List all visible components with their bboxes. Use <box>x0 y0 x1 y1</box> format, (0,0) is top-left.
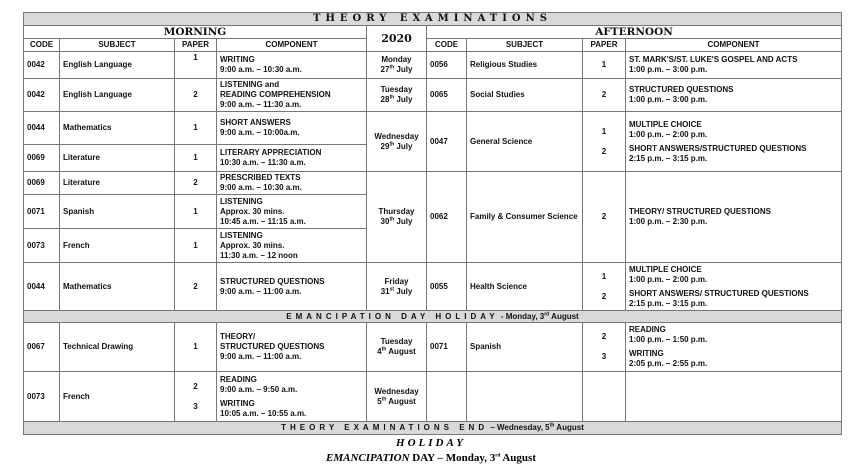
paper-cell: 2 <box>583 79 626 112</box>
subject-cell: Religious Studies <box>467 52 583 79</box>
code-cell: 0062 <box>427 172 467 263</box>
code-cell: 0069 <box>24 145 60 172</box>
code-cell: 0042 <box>24 52 60 79</box>
component-cell: WRITING 9:00 a.m. – 10:30 a.m. <box>217 52 367 79</box>
subject-cell: English Language <box>60 52 175 79</box>
paper-cell: 1 <box>175 112 217 145</box>
paper-cell: 1 <box>175 323 217 372</box>
code-cell: 0065 <box>427 79 467 112</box>
code-cell: 0044 <box>24 112 60 145</box>
code-cell: 0071 <box>24 195 60 229</box>
code-cell: 0047 <box>427 112 467 172</box>
empty-cell <box>467 372 583 422</box>
component-cell: LISTENING and READING COMPREHENSION 9:00 a.m. – 11:30 a.m. <box>217 79 367 112</box>
subject-cell: French <box>60 229 175 263</box>
date-cell: Wednesday 5th August <box>367 372 427 422</box>
table-row <box>24 112 842 145</box>
component-cell: STRUCTURED QUESTIONS 1:00 p.m. – 3:00 p.m. <box>626 79 842 112</box>
paper-cell: 1 <box>175 229 217 263</box>
footer-holiday: HOLIDAY <box>396 437 466 449</box>
afternoon-heading: AFTERNOON <box>427 26 842 39</box>
component-cell: LISTENING Approx. 30 mins. 11:30 a.m. – 12 noon <box>217 229 367 263</box>
header-paper: PAPER <box>175 39 217 52</box>
code-cell: 0055 <box>427 263 467 311</box>
code-cell: 0067 <box>24 323 60 372</box>
subject-cell: Mathematics <box>60 263 175 311</box>
paper-cell: 2 <box>175 172 217 195</box>
subject-cell: Spanish <box>60 195 175 229</box>
date-cell: Friday 31st July <box>367 263 427 311</box>
subject-cell: General Science <box>467 112 583 172</box>
date-cell: Monday 27th July <box>367 52 427 79</box>
subject-cell: Family & Consumer Science <box>467 172 583 263</box>
paper-cell: 2 3 <box>175 372 217 422</box>
paper-cell: 2 <box>175 263 217 311</box>
paper-cell: 1 <box>175 195 217 229</box>
paper-cell: 1 <box>583 52 626 79</box>
subject-cell: Social Studies <box>467 79 583 112</box>
table-row <box>24 372 842 422</box>
table-row <box>24 172 842 195</box>
footer-emancipation: EMANCIPATION DAY – Monday, 3rd August <box>325 452 536 464</box>
code-cell: 0073 <box>24 229 60 263</box>
subject-cell: Health Science <box>467 263 583 311</box>
header-component: COMPONENT <box>217 39 367 52</box>
paper-cell: 1 <box>175 52 217 79</box>
table-row <box>24 52 842 79</box>
table-title: THEORY EXAMINATIONS <box>24 13 842 26</box>
header-subject: SUBJECT <box>60 39 175 52</box>
code-cell: 0056 <box>427 52 467 79</box>
morning-heading: MORNING <box>24 26 367 39</box>
header-subject: SUBJECT <box>467 39 583 52</box>
component-cell: MULTIPLE CHOICE 1:00 p.m. – 2:00 p.m. SHORT ANSWERS/STRUCTURED QUESTIONS 2:15 p.m. – 3:15 p.m. <box>626 112 842 172</box>
empty-cell <box>583 372 626 422</box>
end-band: THEORY EXAMINATIONS END – Wednesday, 5th August <box>24 422 842 435</box>
component-cell: READING 1:00 p.m. – 1:50 p.m. WRITING 2:05 p.m. – 2:55 p.m. <box>626 323 842 372</box>
paper-cell: 2 3 <box>583 323 626 372</box>
table-row <box>24 323 842 372</box>
component-cell: LITERARY APPRECIATION 10:30 a.m. – 11:30 a.m. <box>217 145 367 172</box>
holiday-band: EMANCIPATION DAY HOLIDAY - Monday, 3rd August <box>24 311 842 323</box>
subject-cell: Literature <box>60 172 175 195</box>
subject-cell: Spanish <box>467 323 583 372</box>
code-cell: 0073 <box>24 372 60 422</box>
component-cell: THEORY/ STRUCTURED QUESTIONS 1:00 p.m. – 2:30 p.m. <box>626 172 842 263</box>
code-cell: 0069 <box>24 172 60 195</box>
code-cell: 0042 <box>24 79 60 112</box>
component-cell: LISTENING Approx. 30 mins. 10:45 a.m. – 11:15 a.m. <box>217 195 367 229</box>
year-heading: 2020 <box>367 26 427 52</box>
component-cell: ST. MARK'S/ST. LUKE'S GOSPEL AND ACTS 1:00 p.m. – 3:00 p.m. <box>626 52 842 79</box>
date-cell: Thursday 30th July <box>367 172 427 263</box>
header-paper: PAPER <box>583 39 626 52</box>
paper-cell: 1 2 <box>583 112 626 172</box>
subject-cell: English Language <box>60 79 175 112</box>
code-cell: 0071 <box>427 323 467 372</box>
empty-cell <box>427 372 467 422</box>
exam-timetable <box>23 12 842 435</box>
component-cell: STRUCTURED QUESTIONS 9:00 a.m. – 11:00 a.m. <box>217 263 367 311</box>
component-cell: PRESCRIBED TEXTS 9:00 a.m. – 10:30 a.m. <box>217 172 367 195</box>
date-cell: Wednesday 29th July <box>367 112 427 172</box>
header-code: CODE <box>24 39 60 52</box>
subject-cell: Literature <box>60 145 175 172</box>
header-code: CODE <box>427 39 467 52</box>
date-cell: Tuesday 28th July <box>367 79 427 112</box>
paper-cell: 2 <box>175 79 217 112</box>
component-cell: READING 9:00 a.m. – 9:50 a.m. WRITING 10:05 a.m. – 10:55 a.m. <box>217 372 367 422</box>
subject-cell: French <box>60 372 175 422</box>
subject-cell: Mathematics <box>60 112 175 145</box>
paper-cell: 1 2 <box>583 263 626 311</box>
empty-cell <box>626 372 842 422</box>
date-cell: Tuesday 4th August <box>367 323 427 372</box>
table-row <box>24 79 842 112</box>
subject-cell: Technical Drawing <box>60 323 175 372</box>
paper-cell: 2 <box>583 172 626 263</box>
paper-cell: 1 <box>175 145 217 172</box>
component-cell: MULTIPLE CHOICE 1:00 p.m. – 2:00 p.m. SHORT ANSWERS/ STRUCTURED QUESTIONS 2:15 p.m. – 3:15 p.m. <box>626 263 842 311</box>
header-component: COMPONENT <box>626 39 842 52</box>
component-cell: THEORY/ STRUCTURED QUESTIONS 9:00 a.m. – 11:00 a.m. <box>217 323 367 372</box>
component-cell: SHORT ANSWERS 9:00 a.m. – 10:00a.m. <box>217 112 367 145</box>
code-cell: 0044 <box>24 263 60 311</box>
column-headers <box>24 39 842 52</box>
table-row <box>24 263 842 311</box>
